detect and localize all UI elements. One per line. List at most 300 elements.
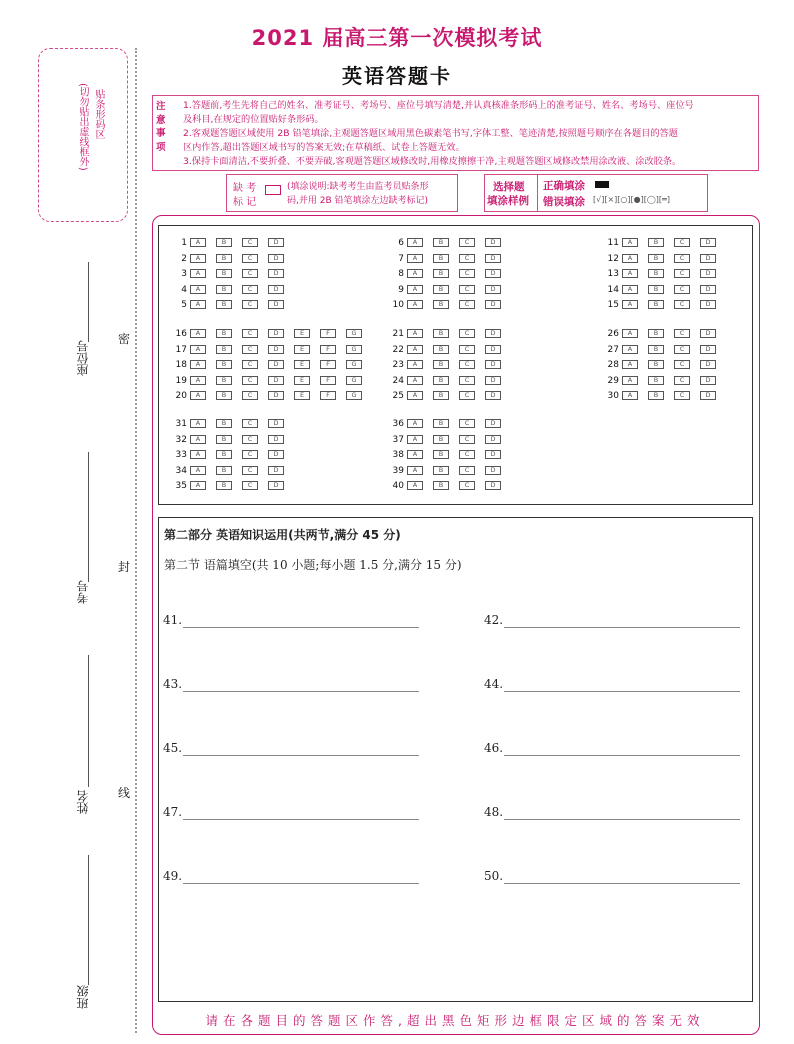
answer-bubble[interactable]: A <box>622 300 638 309</box>
answer-bubble[interactable]: D <box>485 285 501 294</box>
answer-bubble[interactable]: C <box>674 329 690 338</box>
question-row <box>599 285 726 296</box>
answer-bubble[interactable]: D <box>268 329 284 338</box>
absent-desc-1: (填涂说明:缺考考生由监考员贴条形 <box>287 182 429 192</box>
answer-line[interactable] <box>504 819 740 820</box>
answer-bubble[interactable]: A <box>622 285 638 294</box>
answer-bubble[interactable]: A <box>190 466 206 475</box>
answer-bubble[interactable]: D <box>485 391 501 400</box>
answer-bubble[interactable]: C <box>242 466 258 475</box>
answer-bubble[interactable]: F <box>320 360 336 369</box>
answer-bubble[interactable]: C <box>242 269 258 278</box>
answer-bubble[interactable]: D <box>700 360 716 369</box>
question-number: 33 <box>175 450 187 460</box>
answer-bubble[interactable]: B <box>216 376 232 385</box>
answer-bubble[interactable]: A <box>407 238 423 247</box>
question-row <box>599 360 726 371</box>
answer-bubble[interactable]: A <box>190 254 206 263</box>
question-number: 39 <box>392 465 404 476</box>
answer-bubble[interactable]: A <box>190 238 206 247</box>
question-number: 23 <box>392 360 404 370</box>
answer-bubble[interactable]: A <box>407 481 423 490</box>
answer-bubble[interactable]: E <box>294 391 310 400</box>
answer-bubble[interactable]: A <box>190 285 206 294</box>
answer-bubble[interactable]: D <box>268 360 284 369</box>
answer-bubble[interactable]: B <box>433 329 449 338</box>
answer-bubble[interactable]: D <box>700 254 716 263</box>
blank-number: 43. <box>163 677 183 691</box>
answer-bubble[interactable]: C <box>459 254 475 263</box>
question-row <box>599 300 726 311</box>
answer-bubble[interactable]: A <box>622 345 638 354</box>
notes-line: 3.保持卡面清洁,不要折叠、不要弄破,客观题答题区域修改时,用橡皮擦擦干净,主观题答题区域修改禁用涂改液、涂改胶条。 <box>183 156 682 167</box>
question-row <box>384 329 511 340</box>
binding-line <box>135 48 137 1033</box>
answer-bubble[interactable]: B <box>648 376 664 385</box>
answer-bubble[interactable]: C <box>674 238 690 247</box>
question-row <box>167 238 294 249</box>
question-number: 27 <box>607 344 619 355</box>
answer-bubble[interactable]: B <box>433 285 449 294</box>
answer-bubble[interactable]: A <box>190 450 206 459</box>
answer-bubble[interactable]: C <box>242 285 258 294</box>
answer-bubble[interactable]: B <box>433 450 449 459</box>
answer-bubble[interactable]: D <box>268 254 284 263</box>
answer-bubble[interactable]: C <box>674 300 690 309</box>
answer-bubble[interactable]: C <box>242 329 258 338</box>
absent-checkbox[interactable] <box>265 185 281 195</box>
answer-bubble[interactable]: B <box>216 345 232 354</box>
notes-text <box>183 99 754 169</box>
question-row <box>167 269 294 280</box>
answer-bubble[interactable]: D <box>268 419 284 428</box>
answer-bubble[interactable]: C <box>459 419 475 428</box>
question-number: 8 <box>398 269 404 279</box>
answer-bubble[interactable]: D <box>268 466 284 475</box>
part2-heading: 第二部分 英语知识运用(共两节,满分 45 分) <box>164 528 401 542</box>
question-number: 15 <box>607 300 619 310</box>
question-number: 38 <box>392 450 404 460</box>
answer-bubble[interactable]: B <box>216 238 232 247</box>
answer-bubble[interactable]: A <box>407 269 423 278</box>
question-row <box>384 450 511 461</box>
answer-line[interactable] <box>504 883 740 884</box>
question-number: 34 <box>175 465 187 476</box>
answer-bubble[interactable]: G <box>346 329 362 338</box>
answer-bubble[interactable]: B <box>648 360 664 369</box>
blank-number: 47. <box>163 805 183 819</box>
answer-bubble[interactable]: E <box>294 329 310 338</box>
exam-no-line[interactable] <box>88 452 89 582</box>
answer-bubble[interactable]: C <box>459 466 475 475</box>
seal-char-3: 线 <box>118 786 131 800</box>
exam-no-label: 考号 <box>76 580 90 604</box>
barcode-label: 贴条形码区 <box>93 89 104 139</box>
question-row <box>384 466 511 477</box>
absent-label-1: 缺 考 <box>233 183 257 194</box>
answer-bubble[interactable]: C <box>242 450 258 459</box>
answer-bubble[interactable]: B <box>433 376 449 385</box>
answer-bubble[interactable]: B <box>216 466 232 475</box>
question-row <box>384 238 511 249</box>
answer-bubble[interactable]: C <box>674 391 690 400</box>
answer-bubble[interactable]: B <box>648 285 664 294</box>
answer-bubble[interactable]: D <box>485 450 501 459</box>
answer-bubble[interactable]: D <box>268 450 284 459</box>
answer-bubble[interactable]: C <box>459 391 475 400</box>
answer-bubble[interactable]: B <box>648 329 664 338</box>
answer-bubble[interactable]: D <box>700 285 716 294</box>
answer-bubble[interactable]: A <box>407 300 423 309</box>
answer-bubble[interactable]: A <box>622 376 638 385</box>
question-row <box>167 376 372 387</box>
answer-bubble[interactable]: A <box>190 269 206 278</box>
question-row <box>599 345 726 356</box>
answer-bubble[interactable]: G <box>346 345 362 354</box>
answer-bubble[interactable]: D <box>268 391 284 400</box>
blank-number: 41. <box>163 613 183 627</box>
question-number: 13 <box>607 269 619 279</box>
question-number: 16 <box>175 329 187 339</box>
answer-bubble[interactable]: B <box>216 300 232 309</box>
absent-desc-2: 码,并用 2B 铅笔填涂左边缺考标记) <box>287 196 428 206</box>
answer-bubble[interactable]: A <box>622 360 638 369</box>
answer-line[interactable] <box>504 627 740 628</box>
answer-bubble[interactable]: C <box>674 254 690 263</box>
question-number: 19 <box>175 375 187 386</box>
answer-bubble[interactable]: B <box>433 254 449 263</box>
seal-char-1: 密 <box>118 332 131 346</box>
answer-bubble[interactable]: A <box>190 329 206 338</box>
answer-bubble[interactable]: D <box>485 300 501 309</box>
answer-bubble[interactable]: D <box>485 419 501 428</box>
question-row <box>167 450 294 461</box>
question-row <box>599 238 726 249</box>
answer-bubble[interactable]: A <box>190 376 206 385</box>
answer-bubble[interactable]: D <box>485 435 501 444</box>
blank-number: 48. <box>484 805 504 819</box>
sample-correct-label: 正确填涂 <box>543 180 585 192</box>
answer-bubble[interactable]: A <box>622 269 638 278</box>
answer-bubble[interactable]: C <box>242 419 258 428</box>
answer-bubble[interactable]: F <box>320 329 336 338</box>
question-number: 4 <box>181 284 187 295</box>
question-row <box>599 254 726 265</box>
answer-bubble[interactable]: D <box>268 435 284 444</box>
question-number: 32 <box>175 434 187 445</box>
answer-bubble[interactable]: C <box>242 300 258 309</box>
page-title: 2021 届高三第一次模拟考试 <box>251 26 543 50</box>
answer-bubble[interactable]: C <box>242 254 258 263</box>
answer-bubble[interactable]: C <box>459 300 475 309</box>
absent-label-2: 标 记 <box>233 197 257 208</box>
answer-bubble[interactable]: D <box>268 376 284 385</box>
answer-bubble[interactable]: A <box>407 466 423 475</box>
answer-bubble[interactable]: B <box>433 269 449 278</box>
answer-bubble[interactable]: D <box>700 300 716 309</box>
question-row <box>599 269 726 280</box>
answer-bubble[interactable]: B <box>648 345 664 354</box>
answer-bubble[interactable]: B <box>433 391 449 400</box>
answer-bubble[interactable]: D <box>700 391 716 400</box>
notes-box <box>152 95 759 171</box>
answer-bubble[interactable]: B <box>216 391 232 400</box>
class-label: 班级 <box>76 985 90 1009</box>
question-number: 12 <box>607 253 619 264</box>
blank-number: 49. <box>163 869 183 883</box>
barcode-sublabel: (切勿贴出虚线框外) <box>77 83 88 171</box>
question-row <box>384 360 511 371</box>
answer-bubble[interactable]: G <box>346 376 362 385</box>
question-number: 26 <box>607 329 619 339</box>
answer-bubble[interactable]: E <box>294 345 310 354</box>
answer-bubble[interactable]: D <box>485 329 501 338</box>
answer-bubble[interactable]: D <box>485 481 501 490</box>
answer-bubble[interactable]: D <box>485 466 501 475</box>
question-row <box>384 254 511 265</box>
question-number: 25 <box>392 391 404 401</box>
answer-bubble[interactable]: C <box>242 345 258 354</box>
answer-bubble[interactable]: B <box>433 435 449 444</box>
question-number: 10 <box>392 300 404 310</box>
question-number: 37 <box>392 434 404 445</box>
answer-bubble[interactable]: A <box>190 419 206 428</box>
answer-bubble[interactable]: D <box>268 238 284 247</box>
answer-bubble[interactable]: A <box>407 360 423 369</box>
answer-bubble[interactable]: A <box>407 345 423 354</box>
answer-bubble[interactable]: F <box>320 376 336 385</box>
answer-bubble[interactable]: F <box>320 345 336 354</box>
answer-line[interactable] <box>504 691 740 692</box>
question-number: 40 <box>392 481 404 491</box>
question-row <box>167 329 372 340</box>
answer-bubble[interactable]: D <box>700 376 716 385</box>
question-number: 2 <box>181 253 187 264</box>
answer-line[interactable] <box>183 691 419 692</box>
answer-bubble[interactable]: D <box>268 481 284 490</box>
answer-bubble[interactable]: B <box>648 254 664 263</box>
answer-bubble[interactable]: D <box>485 269 501 278</box>
question-number: 35 <box>175 481 187 491</box>
question-row <box>384 391 511 402</box>
answer-bubble[interactable]: C <box>242 360 258 369</box>
answer-bubble[interactable]: B <box>433 238 449 247</box>
sample-wrong-label: 错误填涂 <box>543 196 585 208</box>
question-number: 29 <box>607 375 619 386</box>
question-row <box>167 481 294 492</box>
page-subtitle: 英语答题卡 <box>342 64 452 88</box>
question-number: 11 <box>607 238 619 248</box>
name-label: 姓名 <box>76 790 90 814</box>
answer-bubble[interactable]: B <box>216 481 232 490</box>
question-row <box>384 435 511 446</box>
absent-mark-box <box>226 174 458 212</box>
answer-bubble[interactable]: D <box>700 269 716 278</box>
answer-bubble[interactable]: C <box>242 391 258 400</box>
answer-bubble[interactable]: B <box>216 360 232 369</box>
answer-bubble[interactable]: E <box>294 360 310 369</box>
answer-bubble[interactable]: B <box>648 238 664 247</box>
answer-bubble[interactable]: C <box>459 238 475 247</box>
answer-bubble[interactable]: F <box>320 391 336 400</box>
question-number: 7 <box>398 253 404 264</box>
answer-bubble[interactable]: A <box>407 419 423 428</box>
answer-line[interactable] <box>183 819 419 820</box>
question-row <box>167 466 294 477</box>
question-number: 9 <box>398 284 404 295</box>
multiple-choice-area <box>158 225 753 505</box>
seat-label: 座位号 <box>76 340 90 376</box>
fill-sample-box <box>484 174 708 212</box>
answer-bubble[interactable]: D <box>268 285 284 294</box>
answer-bubble[interactable]: A <box>407 254 423 263</box>
answer-bubble[interactable]: A <box>190 345 206 354</box>
question-number: 30 <box>607 391 619 401</box>
class-line[interactable] <box>88 855 89 985</box>
answer-bubble[interactable]: C <box>242 376 258 385</box>
answer-bubble[interactable]: C <box>242 238 258 247</box>
notes-line: 1.答题前,考生先将自己的姓名、准考证号、考场号、座位号填写清楚,并认真核准条形码上的准考证号、姓名、考场号、座位号 <box>183 100 694 111</box>
answer-bubble[interactable]: E <box>294 376 310 385</box>
answer-bubble[interactable]: C <box>674 345 690 354</box>
answer-line[interactable] <box>183 755 419 756</box>
question-number: 14 <box>607 284 619 295</box>
answer-bubble[interactable]: C <box>674 269 690 278</box>
answer-bubble[interactable]: C <box>459 329 475 338</box>
answer-bubble[interactable]: B <box>433 481 449 490</box>
answer-bubble[interactable]: B <box>216 435 232 444</box>
blank-number: 44. <box>484 677 504 691</box>
answer-bubble[interactable]: B <box>433 360 449 369</box>
question-row <box>384 285 511 296</box>
answer-bubble[interactable]: C <box>459 345 475 354</box>
question-row <box>167 300 294 311</box>
sample-label-2: 填涂样例 <box>487 195 529 207</box>
question-row <box>167 391 372 402</box>
answer-bubble[interactable]: B <box>216 254 232 263</box>
answer-line[interactable] <box>183 883 419 884</box>
answer-bubble[interactable]: C <box>459 450 475 459</box>
barcode-area <box>38 48 128 222</box>
question-row <box>167 435 294 446</box>
answer-bubble[interactable]: B <box>433 300 449 309</box>
answer-bubble[interactable]: D <box>268 300 284 309</box>
answer-bubble[interactable]: B <box>433 345 449 354</box>
answer-bubble[interactable]: B <box>648 269 664 278</box>
question-row <box>167 345 372 356</box>
answer-bubble[interactable]: D <box>700 238 716 247</box>
answer-bubble[interactable]: B <box>648 391 664 400</box>
question-row <box>384 300 511 311</box>
answer-bubble[interactable]: B <box>216 329 232 338</box>
answer-bubble[interactable]: A <box>190 360 206 369</box>
answer-bubble[interactable]: D <box>268 345 284 354</box>
answer-bubble[interactable]: A <box>190 300 206 309</box>
answer-bubble[interactable]: A <box>407 376 423 385</box>
answer-bubble[interactable]: A <box>190 435 206 444</box>
answer-bubble[interactable]: C <box>459 360 475 369</box>
answer-bubble[interactable]: G <box>346 360 362 369</box>
answer-bubble[interactable]: C <box>459 376 475 385</box>
answer-bubble[interactable]: B <box>433 419 449 428</box>
answer-bubble[interactable]: A <box>407 450 423 459</box>
answer-bubble[interactable]: D <box>485 376 501 385</box>
answer-bubble[interactable]: D <box>700 345 716 354</box>
question-row <box>384 419 511 430</box>
answer-bubble[interactable]: A <box>190 481 206 490</box>
blank-number: 45. <box>163 741 183 755</box>
answer-bubble[interactable]: C <box>459 269 475 278</box>
answer-bubble[interactable]: B <box>433 466 449 475</box>
question-row <box>167 360 372 371</box>
question-number: 28 <box>607 360 619 370</box>
seat-line[interactable] <box>88 262 89 342</box>
answer-bubble[interactable]: D <box>485 345 501 354</box>
question-number: 18 <box>175 360 187 370</box>
answer-bubble[interactable]: B <box>216 419 232 428</box>
answer-bubble[interactable]: A <box>622 391 638 400</box>
question-number: 21 <box>392 329 404 339</box>
question-number: 5 <box>181 300 187 310</box>
answer-bubble[interactable]: C <box>459 435 475 444</box>
answer-bubble[interactable]: C <box>459 481 475 490</box>
answer-bubble[interactable]: B <box>216 285 232 294</box>
answer-bubble[interactable]: A <box>190 391 206 400</box>
question-row <box>167 419 294 430</box>
question-row <box>599 376 726 387</box>
question-number: 22 <box>392 344 404 355</box>
part-two-area <box>158 517 753 1002</box>
answer-bubble[interactable]: C <box>674 376 690 385</box>
answer-bubble[interactable]: C <box>674 285 690 294</box>
answer-bubble[interactable]: B <box>216 450 232 459</box>
question-number: 3 <box>181 269 187 279</box>
question-number: 6 <box>398 238 404 248</box>
answer-bubble[interactable]: B <box>648 300 664 309</box>
answer-line[interactable] <box>504 755 740 756</box>
sample-label-1: 选择题 <box>493 181 525 193</box>
answer-bubble[interactable]: B <box>216 269 232 278</box>
answer-bubble[interactable]: D <box>700 329 716 338</box>
answer-bubble[interactable]: A <box>407 329 423 338</box>
sample-correct-mark <box>595 181 609 188</box>
answer-bubble[interactable]: A <box>407 391 423 400</box>
answer-bubble[interactable]: C <box>242 435 258 444</box>
answer-bubble[interactable]: C <box>459 285 475 294</box>
answer-line[interactable] <box>183 627 419 628</box>
question-row <box>167 285 294 296</box>
question-number: 20 <box>175 391 187 401</box>
answer-bubble[interactable]: D <box>485 238 501 247</box>
answer-bubble[interactable]: C <box>674 360 690 369</box>
answer-bubble[interactable]: G <box>346 391 362 400</box>
answer-bubble[interactable]: D <box>485 254 501 263</box>
answer-bubble[interactable]: D <box>268 269 284 278</box>
name-line[interactable] <box>88 655 89 787</box>
answer-bubble[interactable]: A <box>407 435 423 444</box>
answer-bubble[interactable]: A <box>622 254 638 263</box>
question-row <box>384 345 511 356</box>
question-number: 31 <box>175 419 187 429</box>
answer-bubble[interactable]: A <box>622 329 638 338</box>
answer-bubble[interactable]: A <box>622 238 638 247</box>
answer-bubble[interactable]: C <box>242 481 258 490</box>
answer-bubble[interactable]: A <box>407 285 423 294</box>
footer-notice: 请在各题目的答题区作答,超出黑色矩形边框限定区域的答案无效 <box>205 1013 705 1028</box>
answer-bubble[interactable]: D <box>485 360 501 369</box>
question-row <box>167 254 294 265</box>
question-number: 36 <box>392 419 404 429</box>
